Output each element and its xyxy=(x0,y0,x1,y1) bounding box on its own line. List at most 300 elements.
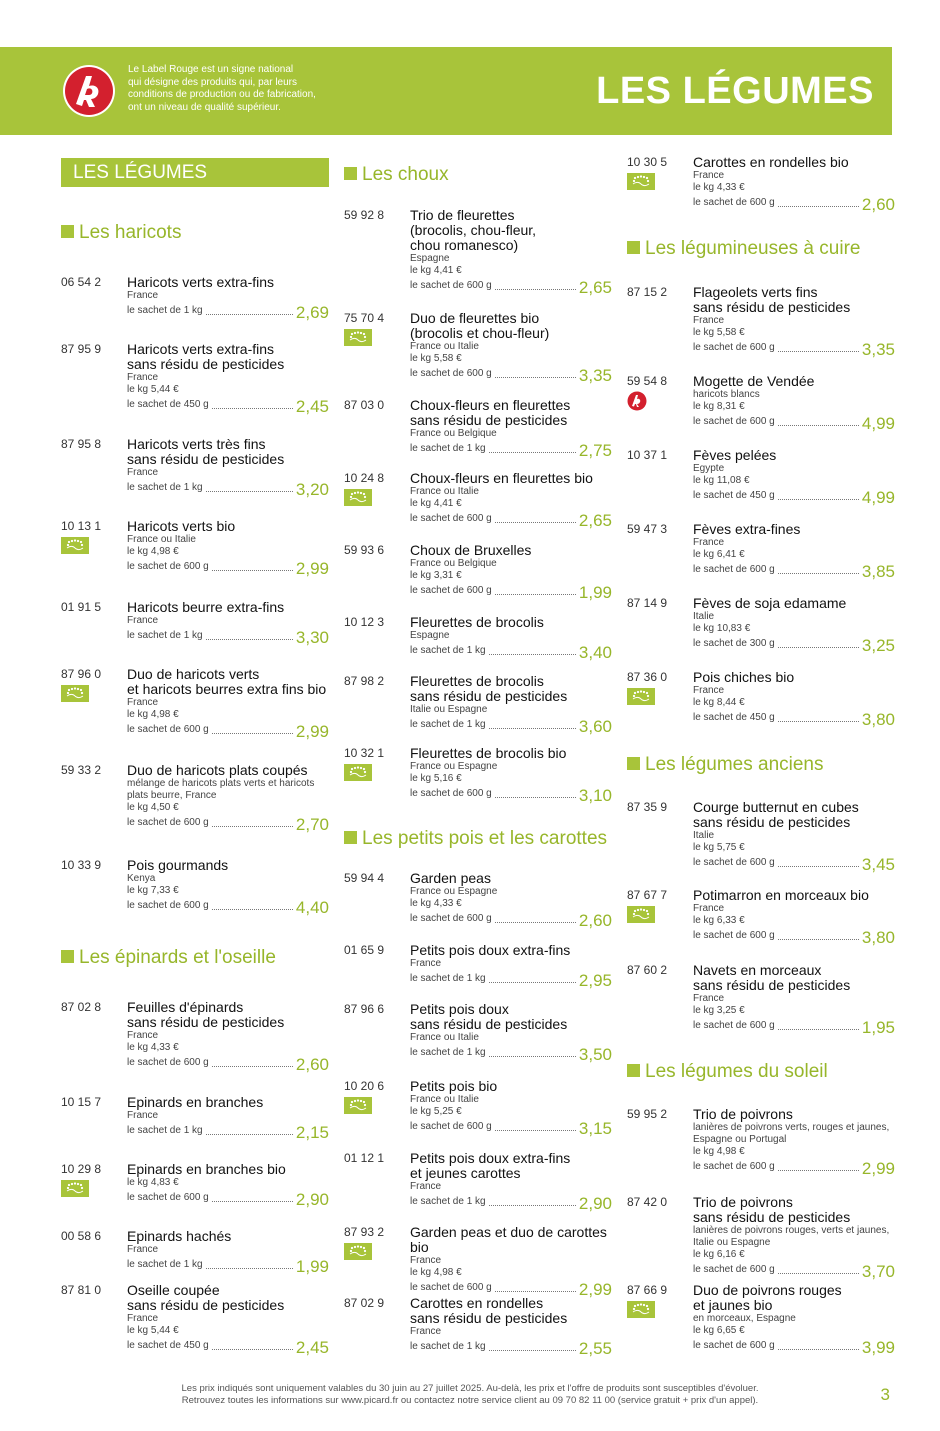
product-name: sans résidu de pesticides xyxy=(693,1209,851,1225)
product-code: 87 03 0 xyxy=(344,398,385,412)
price-line xyxy=(410,716,612,736)
product-origin: France xyxy=(693,315,725,326)
product-origin: France xyxy=(693,903,725,914)
price-line xyxy=(127,302,329,322)
product-origin: Kenya xyxy=(127,873,156,884)
product-code: 87 81 0 xyxy=(61,1283,102,1297)
product-details xyxy=(693,595,895,655)
section-title-pois: Les petits pois et les carottes xyxy=(344,828,607,850)
pack-size: le sachet de 600 g xyxy=(693,197,775,208)
product-details xyxy=(410,1078,612,1138)
price-per-kg: le kg 3,31 € xyxy=(410,570,462,581)
product-name: Oseille coupée xyxy=(127,1282,220,1298)
product-name: Haricots verts très fins xyxy=(127,436,266,452)
product-code: 01 12 1 xyxy=(344,1151,385,1165)
product-code: 59 95 2 xyxy=(627,1107,668,1121)
product-name: sans résidu de pesticides xyxy=(127,1297,285,1313)
product-price: 3,60 xyxy=(578,717,612,736)
product-name: Fleurettes de brocolis bio xyxy=(410,745,567,761)
product-details xyxy=(127,1228,329,1276)
product-name: sans résidu de pesticides xyxy=(410,412,568,428)
product-name: Epinards en branches bio xyxy=(127,1161,286,1177)
pack-size: le sachet de 600 g xyxy=(410,585,492,596)
price-per-kg: le kg 4,33 € xyxy=(410,898,462,909)
product-details xyxy=(693,1194,895,1281)
product-name: bio xyxy=(410,1239,429,1255)
product-details xyxy=(127,341,329,416)
price-per-kg: le kg 4,33 € xyxy=(127,1042,179,1053)
product-details xyxy=(410,1150,612,1213)
product-code: 59 47 3 xyxy=(627,522,668,536)
organic-leaf-icon xyxy=(61,685,89,702)
product-code: 87 36 0 xyxy=(627,670,668,684)
price-per-kg: le kg 5,75 € xyxy=(693,842,745,853)
organic-leaf-icon xyxy=(61,1180,89,1197)
price-per-kg: le kg 10,83 € xyxy=(693,623,751,634)
pack-size: le sachet de 600 g xyxy=(693,416,775,427)
price-line xyxy=(127,1337,329,1357)
product-price: 2,90 xyxy=(295,1190,329,1209)
price-line xyxy=(693,1017,895,1037)
product-origin: France xyxy=(693,537,725,548)
section-title-choux: Les choux xyxy=(344,164,449,186)
product-code: 87 15 2 xyxy=(627,285,668,299)
product-name: Duo de haricots verts xyxy=(127,666,260,682)
product-name: sans résidu de pesticides xyxy=(693,977,851,993)
product-origin: plats beurre, France xyxy=(127,790,217,801)
product-price: 4,99 xyxy=(861,414,895,433)
product-name: Duo de haricots plats coupés xyxy=(127,762,308,778)
product-name: Navets en morceaux xyxy=(693,962,822,978)
product-origin: Italie ou Espagne xyxy=(693,1237,771,1248)
product-name: Garden peas et duo de carottes xyxy=(410,1224,607,1240)
section-title-legumineuses: Les légumineuses à cuire xyxy=(627,238,860,260)
product-price: 3,35 xyxy=(578,366,612,385)
product-price: 3,20 xyxy=(295,480,329,499)
product-name: Potimarron en morceaux bio xyxy=(693,887,869,903)
pack-size: le sachet de 600 g xyxy=(127,724,209,735)
price-per-kg: le kg 5,16 € xyxy=(410,773,462,784)
pack-size: le sachet de 600 g xyxy=(693,1020,775,1031)
label-rouge-icon xyxy=(627,391,647,411)
product-details xyxy=(693,373,895,433)
product-price: 2,65 xyxy=(578,511,612,530)
product-origin: France ou Belgique xyxy=(410,428,497,439)
pack-size: le sachet de 1 kg xyxy=(127,1259,203,1270)
pack-size: le sachet de 1 kg xyxy=(127,630,203,641)
pack-size: le sachet de 600 g xyxy=(693,857,775,868)
product-details xyxy=(127,762,329,834)
product-origin: France xyxy=(127,615,159,626)
product-details xyxy=(410,745,612,805)
product-details xyxy=(410,614,612,662)
product-origin: France ou Belgique xyxy=(410,558,497,569)
product-price: 2,99 xyxy=(861,1159,895,1178)
section-title-haricots: Les haricots xyxy=(61,222,181,244)
price-line xyxy=(693,927,895,947)
pack-size: le sachet de 600 g xyxy=(127,900,209,911)
product-price: 2,15 xyxy=(295,1123,329,1142)
section-square-icon xyxy=(344,167,357,180)
price-line xyxy=(693,339,895,359)
pack-size: le sachet de 600 g xyxy=(410,513,492,524)
price-line xyxy=(410,785,612,805)
pack-size: le sachet de 450 g xyxy=(127,1340,209,1351)
product-price: 1,99 xyxy=(578,583,612,602)
product-price: 2,90 xyxy=(578,1194,612,1213)
product-origin: Egypte xyxy=(693,463,725,474)
product-name: Trio de poivrons xyxy=(693,1106,793,1122)
product-details xyxy=(127,518,329,578)
product-details xyxy=(410,397,612,460)
product-name: Haricots beurre extra-fins xyxy=(127,599,285,615)
organic-leaf-icon xyxy=(627,173,655,190)
product-code: 87 14 9 xyxy=(627,596,668,610)
product-details xyxy=(693,284,895,359)
product-price: 2,65 xyxy=(578,278,612,297)
product-name: Petits pois doux xyxy=(410,1001,509,1017)
price-per-kg: le kg 4,98 € xyxy=(410,1267,462,1278)
product-name: Haricots verts bio xyxy=(127,518,236,534)
product-price: 3,40 xyxy=(578,643,612,662)
product-name: Garden peas xyxy=(410,870,491,886)
product-price: 3,30 xyxy=(295,628,329,647)
product-price: 3,85 xyxy=(861,562,895,581)
product-price: 3,45 xyxy=(861,855,895,874)
product-code: 87 42 0 xyxy=(627,1195,668,1209)
price-line xyxy=(410,1118,612,1138)
product-details xyxy=(693,962,895,1037)
pack-size: le sachet de 600 g xyxy=(693,930,775,941)
pack-size: le sachet de 600 g xyxy=(127,817,209,828)
product-name: Duo de poivrons rouges xyxy=(693,1282,842,1298)
product-price: 3,25 xyxy=(861,636,895,655)
product-code: 10 32 1 xyxy=(344,746,385,760)
product-name: Fèves de soja edamame xyxy=(693,595,847,611)
section-square-icon xyxy=(627,1064,640,1077)
price-line xyxy=(693,635,895,655)
price-per-kg: le kg 8,44 € xyxy=(693,697,745,708)
product-code: 87 96 0 xyxy=(61,667,102,681)
product-name: Trio de fleurettes xyxy=(410,207,515,223)
product-code: 87 93 2 xyxy=(344,1225,385,1239)
product-code: 87 95 9 xyxy=(61,342,102,356)
product-price: 2,99 xyxy=(295,559,329,578)
product-origin: France xyxy=(127,1030,159,1041)
price-line xyxy=(693,561,895,581)
price-line xyxy=(410,1193,612,1213)
price-line xyxy=(127,558,329,578)
product-details xyxy=(127,1282,329,1357)
price-per-kg: le kg 5,44 € xyxy=(127,384,179,395)
product-origin: France xyxy=(410,1326,442,1337)
product-code: 10 13 1 xyxy=(61,519,102,533)
section-title-anciens: Les légumes anciens xyxy=(627,754,824,776)
section-square-icon xyxy=(61,225,74,238)
product-details xyxy=(127,857,329,917)
pack-size: le sachet de 600 g xyxy=(410,913,492,924)
product-name: et jeunes carottes xyxy=(410,1165,521,1181)
organic-leaf-icon xyxy=(61,537,89,554)
price-per-kg: le kg 4,83 € xyxy=(127,1177,179,1188)
organic-leaf-icon xyxy=(344,329,372,346)
product-name: Petits pois doux extra-fins xyxy=(410,942,571,958)
product-name: et jaunes bio xyxy=(693,1297,773,1313)
price-per-kg: le kg 5,58 € xyxy=(693,327,745,338)
price-per-kg: le kg 5,44 € xyxy=(127,1325,179,1336)
pack-size: le sachet de 600 g xyxy=(410,1282,492,1293)
product-price: 2,99 xyxy=(578,1280,612,1299)
product-code: 06 54 2 xyxy=(61,275,102,289)
product-name: sans résidu de pesticides xyxy=(127,356,285,372)
product-origin: France xyxy=(127,1313,159,1324)
product-origin: France ou Italie xyxy=(127,534,196,545)
pack-size: le sachet de 600 g xyxy=(693,1340,775,1351)
product-details xyxy=(410,1224,612,1299)
price-line xyxy=(693,709,895,729)
product-price: 1,95 xyxy=(861,1018,895,1037)
price-line xyxy=(127,897,329,917)
organic-leaf-icon xyxy=(344,764,372,781)
product-price: 2,69 xyxy=(295,303,329,322)
product-origin: en morceaux, Espagne xyxy=(693,1313,796,1324)
product-price: 4,40 xyxy=(295,898,329,917)
pack-size: le sachet de 1 kg xyxy=(127,1125,203,1136)
pack-size: le sachet de 600 g xyxy=(693,1161,775,1172)
pack-size: le sachet de 1 kg xyxy=(410,443,486,454)
price-line xyxy=(410,642,612,662)
price-per-kg: le kg 6,41 € xyxy=(693,549,745,560)
pack-size: le sachet de 450 g xyxy=(693,490,775,501)
price-line xyxy=(127,396,329,416)
product-origin: France xyxy=(693,170,725,181)
price-per-kg: le kg 11,08 € xyxy=(693,475,750,486)
product-code: 59 93 6 xyxy=(344,543,385,557)
price-per-kg: le kg 8,31 € xyxy=(693,401,745,412)
product-price: 3,70 xyxy=(861,1262,895,1281)
product-price: 2,45 xyxy=(295,397,329,416)
product-price: 4,99 xyxy=(861,488,895,507)
product-details xyxy=(127,436,329,499)
pack-size: le sachet de 1 kg xyxy=(410,645,486,656)
product-name: Fèves pelées xyxy=(693,447,777,463)
product-code: 87 98 2 xyxy=(344,674,385,688)
pack-size: le sachet de 1 kg xyxy=(410,973,486,984)
product-name: sans résidu de pesticides xyxy=(127,451,285,467)
section-square-icon xyxy=(61,950,74,963)
product-name: Pois gourmands xyxy=(127,857,229,873)
product-code: 59 54 8 xyxy=(627,374,668,388)
product-name: Choux-fleurs en fleurettes xyxy=(410,397,571,413)
organic-leaf-icon xyxy=(344,489,372,506)
product-code: 00 58 6 xyxy=(61,1229,102,1243)
product-origin: Espagne ou Portugal xyxy=(693,1134,787,1145)
footer-note: Les prix indiqués sont uniquement valables du 30 juin au 27 juillet 2025. Au-delà, les prix et l'offre de produits sont susceptibles d'évoluer. Retrouvez toutes les informations sur www.picard.fr ou contactez notre service client au 09 70 82 11 00 (service gratuit + prix d'un appel). xyxy=(181,1383,759,1406)
product-name: Choux de Bruxelles xyxy=(410,542,532,558)
product-details xyxy=(693,154,895,214)
product-origin: France xyxy=(693,685,725,696)
price-line xyxy=(693,413,895,433)
section-title-soleil: Les légumes du soleil xyxy=(627,1061,828,1083)
product-origin: France ou Espagne xyxy=(410,761,498,772)
product-code: 87 96 6 xyxy=(344,1002,385,1016)
product-code: 59 94 4 xyxy=(344,871,385,885)
organic-leaf-icon xyxy=(344,1097,372,1114)
price-line xyxy=(410,277,612,297)
product-name: Fleurettes de brocolis xyxy=(410,614,544,630)
product-origin: mélange de haricots plats verts et haricots xyxy=(127,778,315,789)
product-name: Duo de fleurettes bio xyxy=(410,310,540,326)
price-line xyxy=(127,1189,329,1209)
price-line xyxy=(127,627,329,647)
product-origin: France ou Italie xyxy=(410,1032,479,1043)
organic-leaf-icon xyxy=(344,1243,372,1260)
price-line xyxy=(693,194,895,214)
product-details xyxy=(693,799,895,874)
price-line xyxy=(693,1337,895,1357)
product-details xyxy=(127,1161,329,1209)
label-rouge-description: Le Label Rouge est un signe national qui désigne des produits qui, par leurs conditions de production ou de fabrication, ont un niveau de qualité supérieur. xyxy=(128,64,316,113)
product-price: 3,80 xyxy=(861,928,895,947)
product-name: et haricots beurres extra fins bio xyxy=(127,681,327,697)
product-details xyxy=(410,207,612,297)
product-details xyxy=(410,310,612,385)
pack-size: le sachet de 600 g xyxy=(127,1057,209,1068)
product-origin: haricots blancs xyxy=(693,389,760,400)
product-code: 87 60 2 xyxy=(627,963,668,977)
product-code: 75 70 4 xyxy=(344,311,385,325)
organic-leaf-icon xyxy=(627,1301,655,1318)
price-per-kg: le kg 4,33 € xyxy=(693,182,745,193)
price-per-kg: le kg 5,25 € xyxy=(410,1106,462,1117)
product-details xyxy=(693,669,895,729)
price-line xyxy=(693,1261,895,1281)
product-code: 10 37 1 xyxy=(627,448,668,462)
product-code: 87 67 7 xyxy=(627,888,668,902)
product-price: 2,45 xyxy=(295,1338,329,1357)
product-code: 10 24 8 xyxy=(344,471,385,485)
product-origin: France ou Italie xyxy=(410,1094,479,1105)
product-details xyxy=(410,870,612,930)
product-name: sans résidu de pesticides xyxy=(693,814,851,830)
product-origin: France ou Espagne xyxy=(410,886,498,897)
product-name: Petits pois bio xyxy=(410,1078,498,1094)
product-origin: France xyxy=(693,993,725,1004)
price-line xyxy=(127,814,329,834)
price-line xyxy=(410,582,612,602)
product-details xyxy=(693,521,895,581)
product-details xyxy=(693,447,895,507)
product-origin: France xyxy=(127,697,159,708)
pack-size: le sachet de 600 g xyxy=(127,561,209,572)
product-code: 59 92 8 xyxy=(344,208,385,222)
section-title-epinards: Les épinards et l'oseille xyxy=(61,947,276,969)
price-line xyxy=(693,1158,895,1178)
product-origin: Italie xyxy=(693,830,715,841)
product-origin: France xyxy=(127,290,159,301)
product-price: 2,70 xyxy=(295,815,329,834)
pack-size: le sachet de 1 kg xyxy=(410,1047,486,1058)
product-name: Fèves extra-fines xyxy=(693,521,801,537)
price-per-kg: le kg 4,41 € xyxy=(410,498,462,509)
product-details xyxy=(410,470,612,530)
product-origin: France xyxy=(127,372,159,383)
product-price: 3,35 xyxy=(861,340,895,359)
product-origin: France xyxy=(127,467,159,478)
product-name: Petits pois doux extra-fins xyxy=(410,1150,571,1166)
label-rouge-logo xyxy=(62,64,116,118)
pack-size: le sachet de 600 g xyxy=(410,368,492,379)
price-per-kg: le kg 4,98 € xyxy=(127,546,179,557)
product-code: 87 02 8 xyxy=(61,1000,102,1014)
pack-size: le sachet de 300 g xyxy=(693,638,775,649)
product-details xyxy=(410,542,612,602)
banner-title: LES LÉGUMES xyxy=(596,70,874,112)
price-line xyxy=(127,1054,329,1074)
section-square-icon xyxy=(344,831,357,844)
product-code: 59 33 2 xyxy=(61,763,102,777)
product-name: Feuilles d'épinards xyxy=(127,999,244,1015)
price-line xyxy=(410,510,612,530)
price-line xyxy=(127,479,329,499)
section-square-icon xyxy=(627,757,640,770)
product-code: 10 15 7 xyxy=(61,1095,102,1109)
page-title: LES LÉGUMES xyxy=(61,158,329,187)
product-price: 2,60 xyxy=(295,1055,329,1074)
product-details xyxy=(127,599,329,647)
pack-size: le sachet de 600 g xyxy=(693,342,775,353)
product-origin: France xyxy=(410,1181,442,1192)
pack-size: le sachet de 1 kg xyxy=(127,305,203,316)
pack-size: le sachet de 450 g xyxy=(127,399,209,410)
product-name: sans résidu de pesticides xyxy=(410,688,568,704)
price-per-kg: le kg 4,41 € xyxy=(410,265,462,276)
product-name: Haricots verts extra-fins xyxy=(127,341,275,357)
price-line xyxy=(693,854,895,874)
pack-size: le sachet de 450 g xyxy=(693,712,775,723)
product-code: 87 95 8 xyxy=(61,437,102,451)
product-name: Courge butternut en cubes xyxy=(693,799,859,815)
product-details xyxy=(410,1001,612,1064)
pack-size: le sachet de 1 kg xyxy=(410,1196,486,1207)
price-per-kg: le kg 7,33 € xyxy=(127,885,179,896)
product-code: 87 35 9 xyxy=(627,800,668,814)
page-number: 3 xyxy=(880,1385,890,1404)
price-per-kg: le kg 4,98 € xyxy=(693,1146,745,1157)
product-name: Trio de poivrons xyxy=(693,1194,793,1210)
product-details xyxy=(693,1282,895,1357)
product-origin: Espagne xyxy=(410,253,450,264)
product-name: Mogette de Vendée xyxy=(693,373,815,389)
product-price: 3,50 xyxy=(578,1045,612,1064)
product-price: 2,95 xyxy=(578,971,612,990)
product-name: Haricots verts extra-fins xyxy=(127,274,275,290)
product-price: 3,15 xyxy=(578,1119,612,1138)
product-name: Epinards hachés xyxy=(127,1228,232,1244)
product-origin: France xyxy=(410,958,442,969)
product-price: 3,99 xyxy=(861,1338,895,1357)
pack-size: le sachet de 600 g xyxy=(693,564,775,575)
product-origin: lanières de poivrons rouges, verts et jaunes, xyxy=(693,1225,890,1236)
price-line xyxy=(410,1044,612,1064)
product-price: 2,99 xyxy=(295,722,329,741)
pack-size: le sachet de 1 kg xyxy=(410,719,486,730)
price-line xyxy=(127,721,329,741)
product-price: 1,99 xyxy=(295,1257,329,1276)
organic-leaf-icon xyxy=(627,688,655,705)
product-code: 10 20 6 xyxy=(344,1079,385,1093)
product-origin: France ou Italie xyxy=(410,341,479,352)
